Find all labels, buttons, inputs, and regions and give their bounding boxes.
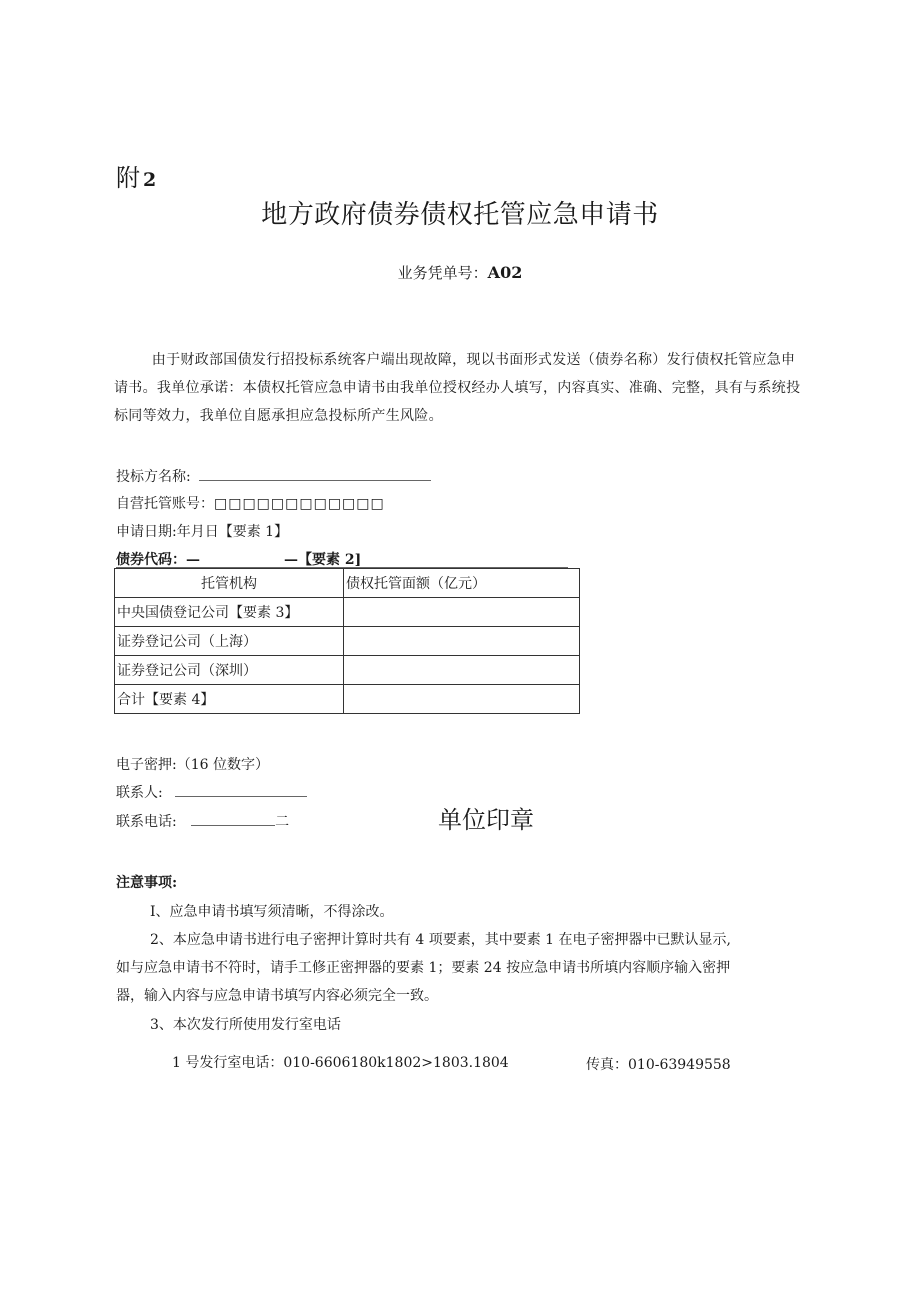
unit-stamp-area: 单位印章 xyxy=(438,806,534,834)
attachment-label xyxy=(116,158,156,193)
note-item-1: I、应急申请书填写须清晰，不得涂改。 xyxy=(150,904,394,920)
attachment-prefix: 附 xyxy=(116,164,140,192)
bond-code-suffix: —【要素 2] xyxy=(284,552,362,568)
contact-person-field[interactable] xyxy=(175,782,307,797)
table-row xyxy=(115,627,580,656)
bidder-name-field[interactable] xyxy=(199,466,431,481)
phone-label: 联系电话: xyxy=(116,814,177,830)
issuance-room-phone: 1 号发行室电话：010-6606180k1802>1803.1804 xyxy=(172,1055,509,1071)
intro-paragraph: 由于财政部国债发行招投标系统客户端出现故障，现以书面形式发送（债券名称）发行债权托管应急申请书。我单位承诺：本债权托管应急申请书由我单位授权经办人填写，内容真实、准确、完整，具有与系统投标同等效力，我单位自愿承担应急投标所产生风险。 xyxy=(114,352,801,424)
table-row xyxy=(115,656,580,685)
fax-number: 传真：010-63949558 xyxy=(586,1057,731,1073)
row-total: 合计【要素 4】 xyxy=(115,685,344,714)
table-header-row xyxy=(115,569,580,598)
e-seal-label: 电子密押:（16 位数字） xyxy=(116,757,269,773)
account-boxes[interactable]: □□□□□□□□□□□□ xyxy=(214,496,385,512)
bidder-name-label: 投标方名称: xyxy=(116,469,191,485)
row-custodian: 证券登记公司（上海） xyxy=(115,627,344,656)
bond-code-label: 债券代码：— xyxy=(116,552,200,568)
phone-field[interactable] xyxy=(191,811,275,826)
contact-person-label: 联系人: xyxy=(116,785,163,801)
note-item-2-line-2: 如与应急申请书不符时，请手工修正密押器的要素 1；要素 24 按应急申请书所填内容顺序输入密押 xyxy=(116,960,731,976)
page-title: 地方政府债券债权托管应急申请书 xyxy=(261,200,659,230)
bidder-name-row xyxy=(116,466,431,486)
voucher-number xyxy=(0,262,920,283)
row-custodian: 中央国债登记公司【要素 3】 xyxy=(115,598,344,627)
row-custodian: 证券登记公司（深圳） xyxy=(115,656,344,685)
row-total-amount[interactable] xyxy=(344,685,580,714)
account-row xyxy=(116,493,385,513)
account-label: 自营托管账号： xyxy=(116,496,214,512)
row-amount-input[interactable] xyxy=(344,656,580,685)
phone-row xyxy=(116,811,289,831)
row-amount-input[interactable] xyxy=(344,598,580,627)
contact-person-row xyxy=(116,782,307,802)
notes-heading: 注意事项: xyxy=(116,875,178,891)
header-amount: 债权托管面额（亿元） xyxy=(344,569,580,598)
header-custodian: 托管机构 xyxy=(115,569,344,598)
note-item-2-line-1: 2、本应急申请书进行电子密押计算时共有 4 项要素，其中要素 1 在电子密押器中已默认显示, xyxy=(150,932,731,948)
row-amount-input[interactable] xyxy=(344,627,580,656)
phone-trailing: 二 xyxy=(275,814,290,830)
note-item-2-line-3: 器，输入内容与应急申请书填写内容必须完全一致。 xyxy=(116,988,438,1004)
table-row xyxy=(115,598,580,627)
attachment-number: 2 xyxy=(143,169,157,191)
note-item-3: 3、本次发行所使用发行室电话 xyxy=(150,1017,341,1033)
voucher-label: 业务凭单号： xyxy=(397,264,488,282)
table-row xyxy=(115,685,580,714)
custody-table xyxy=(114,568,580,714)
bond-code-row xyxy=(116,549,568,568)
voucher-code: A02 xyxy=(487,263,523,282)
application-date: 申请日期:年月日【要素 1】 xyxy=(116,524,289,540)
